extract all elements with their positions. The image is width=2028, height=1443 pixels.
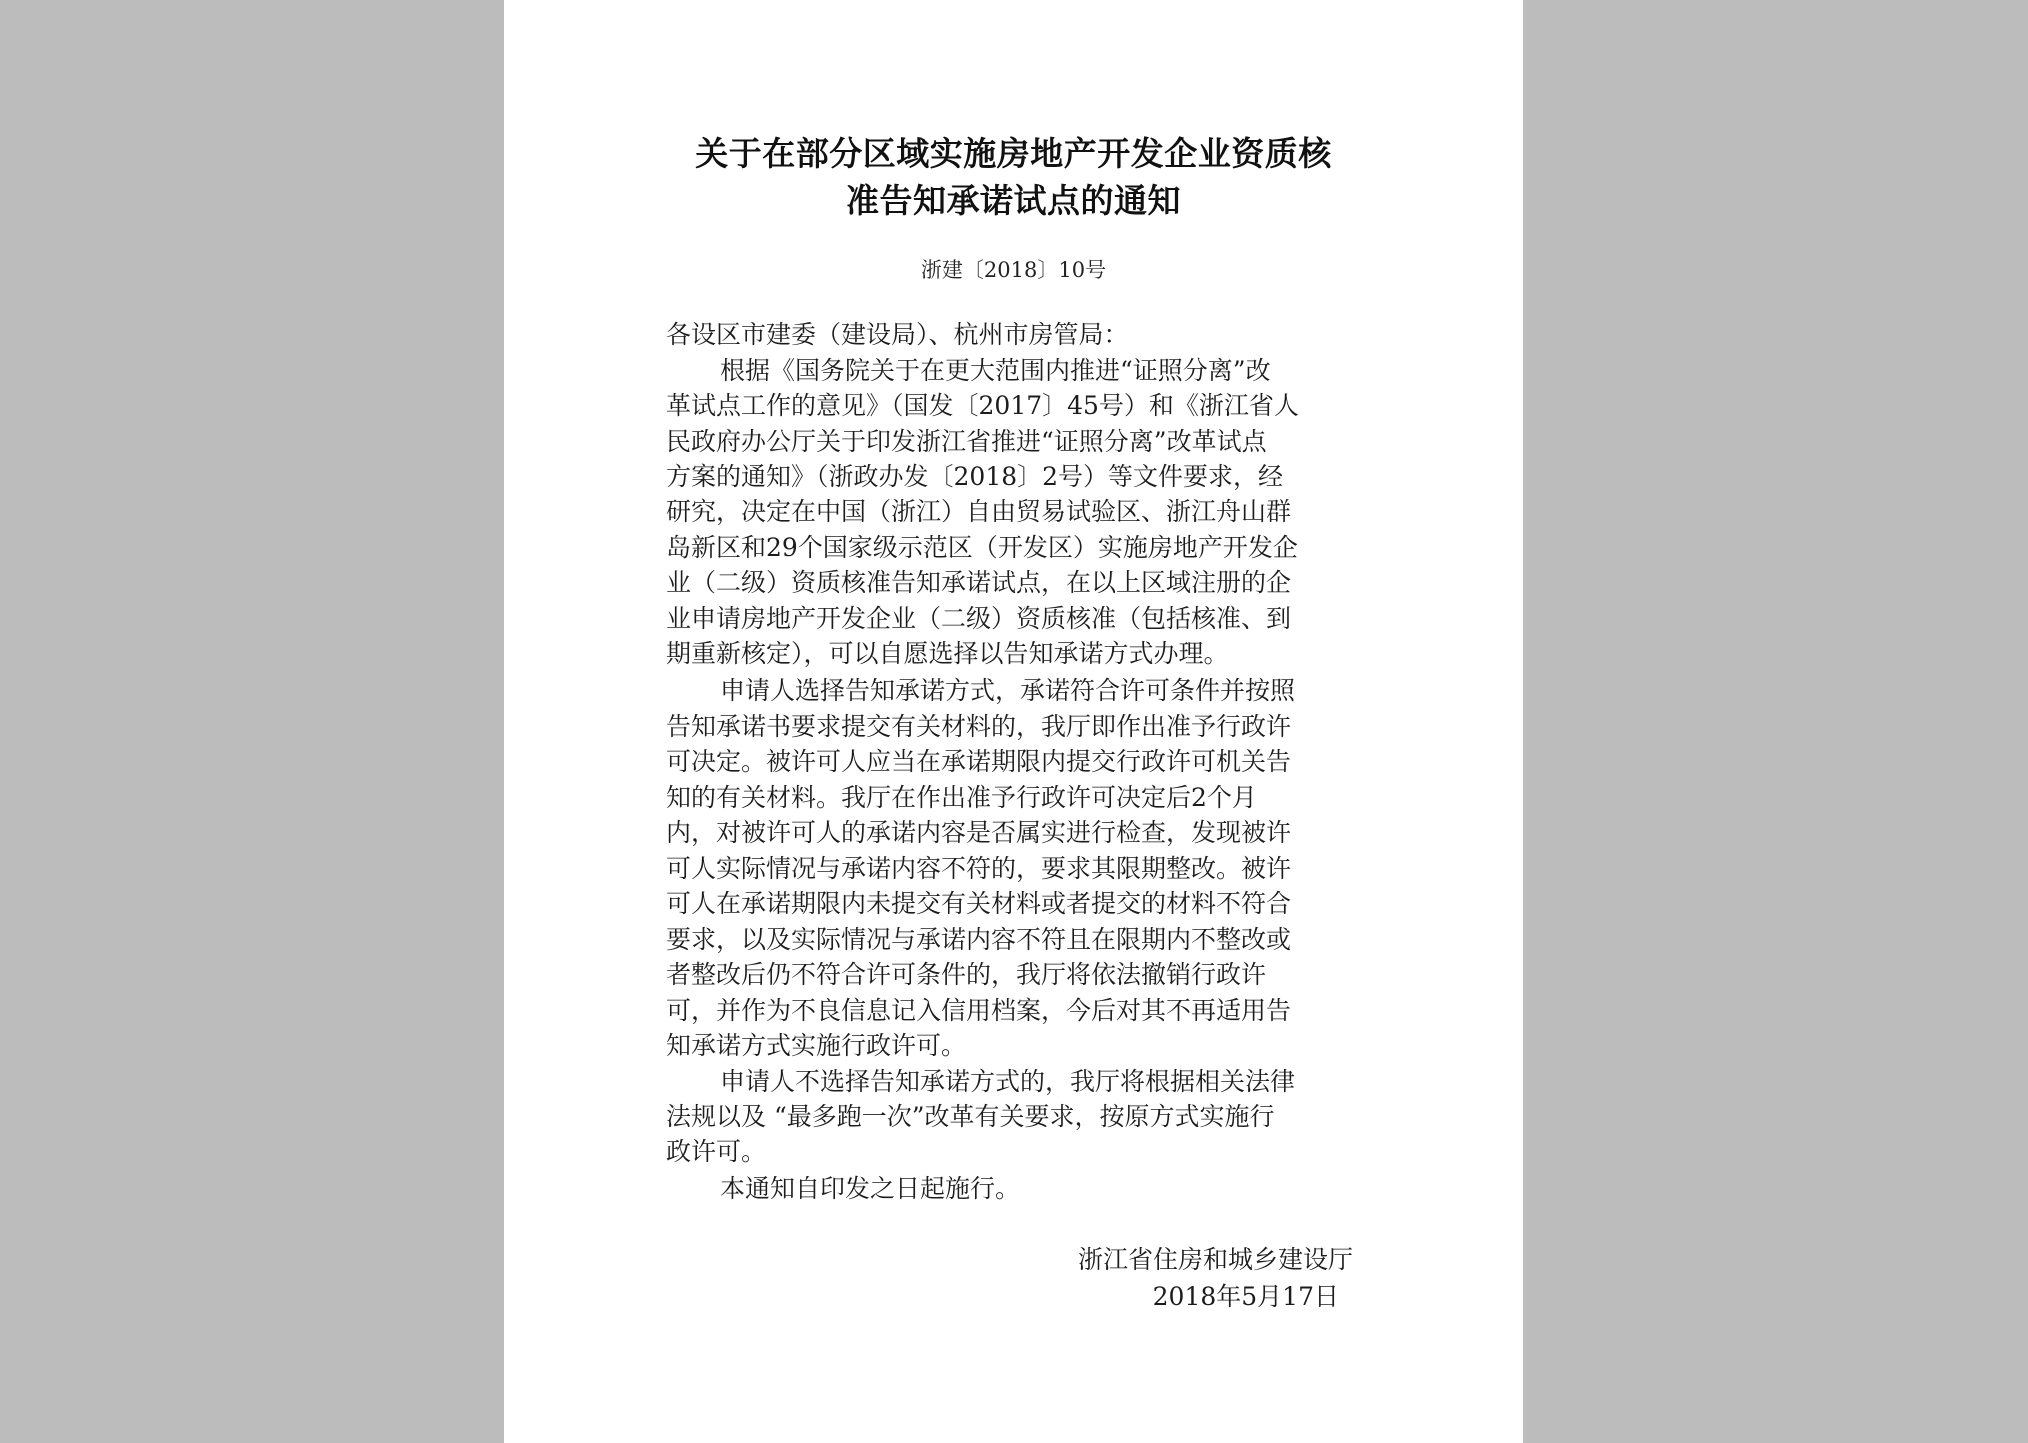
- document-page: [504, 0, 1523, 1443]
- body-line: 业申请房地产开发企业（二级）资质核准（包括核准、到: [666, 604, 1292, 633]
- body-line: 申请人选择告知承诺方式，承诺符合许可条件并按照: [720, 676, 1296, 705]
- signature-date: 2018年5月17日: [1152, 1282, 1339, 1311]
- salutation-line: 各设区市建委（建设局）、杭州市房管局：: [666, 320, 1129, 349]
- body-line: 法规以及 “最多跑一次”改革有关要求，按原方式实施行: [666, 1102, 1275, 1131]
- body-line: 岛新区和29个国家级示范区（开发区）实施房地产开发企: [666, 533, 1298, 562]
- body-line: 根据《国务院关于在更大范围内推进“证照分离”改: [720, 356, 1271, 385]
- body-line: 方案的通知》（浙政办发〔2018〕2号）等文件要求，经: [666, 462, 1284, 491]
- body-line: 要求，以及实际情况与承诺内容不符且在限期内不整改或: [666, 925, 1292, 954]
- body-line: 可决定。被许可人应当在承诺期限内提交行政许可机关告: [666, 747, 1292, 776]
- body-line: 知承诺方式实施行政许可。: [666, 1031, 967, 1060]
- body-line: 革试点工作的意见》（国发〔2017〕45号）和《浙江省人: [666, 391, 1299, 420]
- body-line: 可人实际情况与承诺内容不符的，要求其限期整改。被许: [666, 854, 1292, 883]
- body-line: 业（二级）资质核准告知承诺试点，在以上区域注册的企: [666, 568, 1292, 597]
- body-line: 者整改后仍不符合许可条件的，我厅将依法撤销行政许: [666, 960, 1267, 989]
- document-number: 浙建〔2018〕10号: [920, 258, 1107, 282]
- signature-organization: 浙江省住房和城乡建设厅: [1077, 1245, 1353, 1274]
- body-line: 政许可。: [666, 1137, 767, 1166]
- body-line: 申请人不选择告知承诺方式的，我厅将根据相关法律: [720, 1067, 1296, 1096]
- document-title-line-1: 关于在部分区域实施房地产开发企业资质核: [695, 134, 1332, 173]
- body-line: 期重新核定），可以自愿选择以告知承诺方式办理。: [666, 639, 1229, 668]
- document-title-line-2: 准告知承诺试点的通知: [846, 181, 1181, 220]
- body-line: 内，对被许可人的承诺内容是否属实进行检查，发现被许: [666, 818, 1292, 847]
- body-line: 本通知自印发之日起施行。: [720, 1174, 1021, 1203]
- body-line: 可，并作为不良信息记入信用档案，今后对其不再适用告: [666, 996, 1292, 1025]
- body-line: 可人在承诺期限内未提交有关材料或者提交的材料不符合: [666, 889, 1292, 918]
- body-line: 民政府办公厅关于印发浙江省推进“证照分离”改革试点: [666, 427, 1267, 456]
- body-line: 研究，决定在中国（浙江）自由贸易试验区、浙江舟山群: [666, 497, 1292, 526]
- body-line: 告知承诺书要求提交有关材料的，我厅即作出准予行政许: [666, 712, 1292, 741]
- body-line: 知的有关材料。我厅在作出准予行政许可决定后2个月: [666, 783, 1257, 812]
